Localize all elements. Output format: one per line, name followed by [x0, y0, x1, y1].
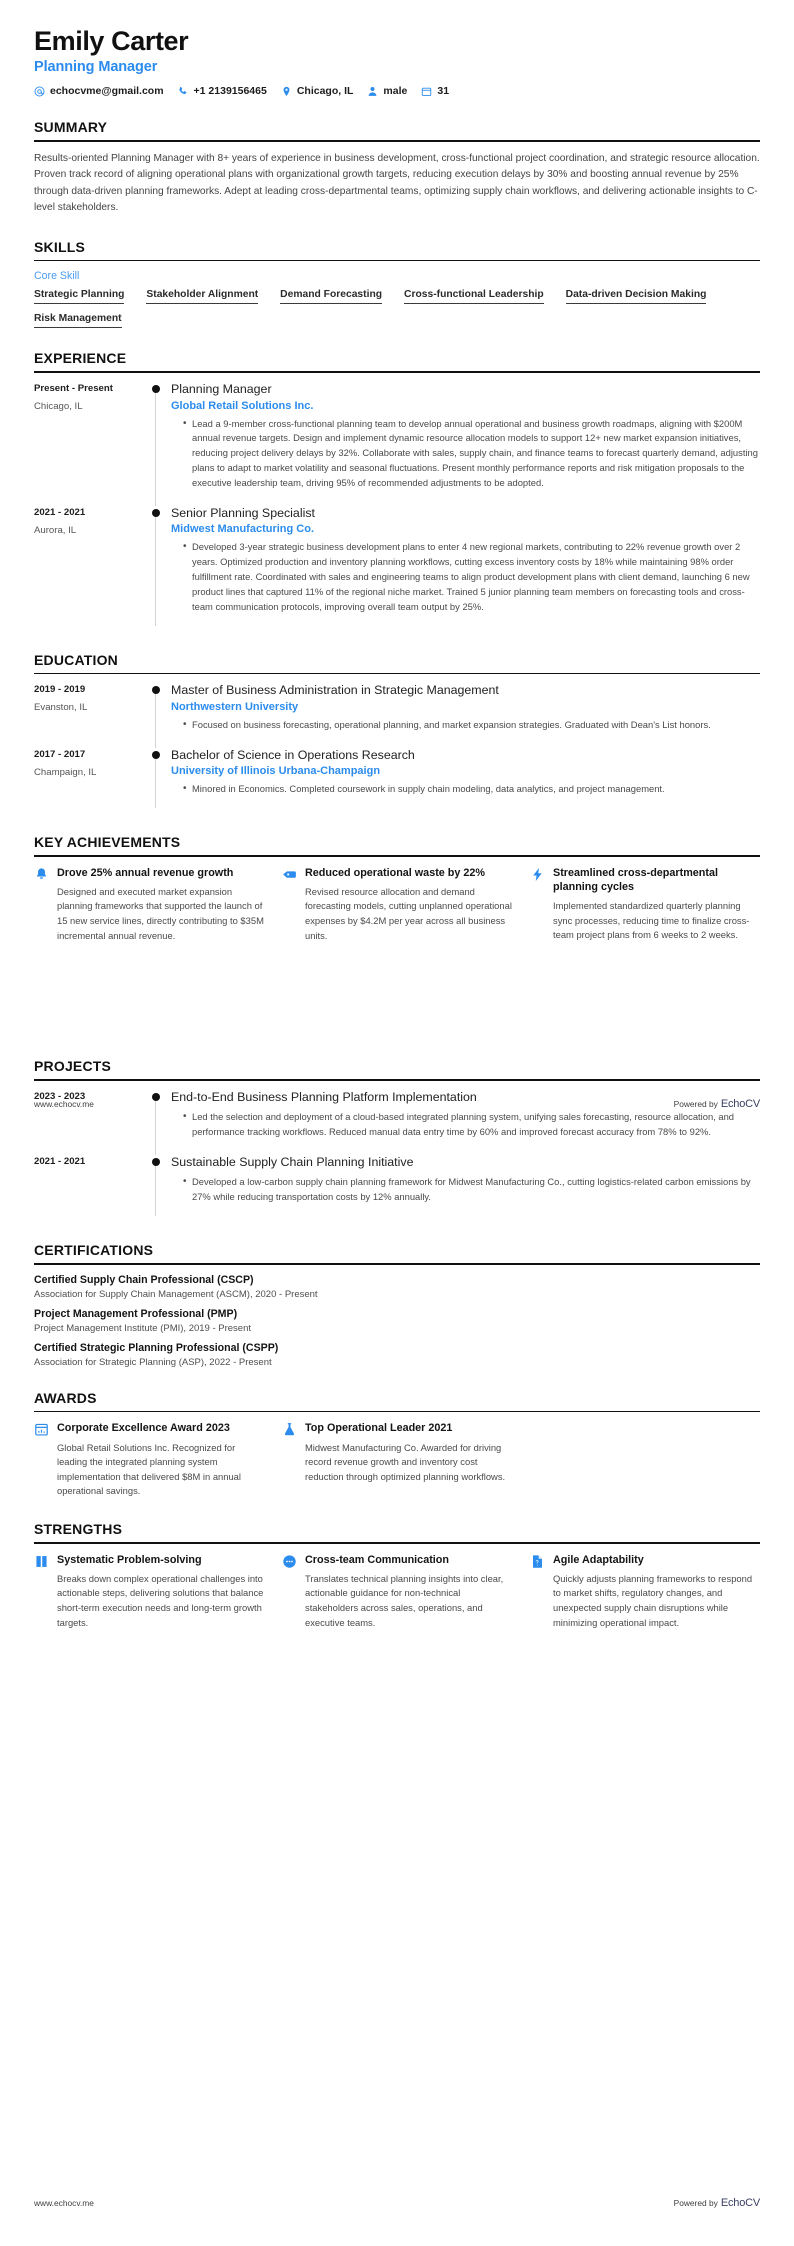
- timeline-rail: [149, 382, 171, 506]
- candidate-job-title: Planning Manager: [34, 59, 158, 76]
- section-title-awards: AWARDS: [34, 1389, 97, 1406]
- achievement-title: Streamlined cross-departmental planning cycles: [553, 866, 719, 893]
- summary-text: Results-oriented Planning Manager with 8+ years of experience in business development, cross-functional project coordination, and strategic resource allocation. Proven track record of aligning operational plans with organizational growth targets, reducing execution delays by 30% and boosting annual revenue by 25% through data-driven planning frameworks. Adept at leading cross-departmental teams, optimizing supply chain workflows, and delivering actionable insights to C-level stakeholders.: [34, 152, 760, 214]
- certification-name: Project Management Professional (PMP): [34, 1307, 238, 1320]
- entry-body: [171, 506, 760, 630]
- timeline-dot-icon: [152, 686, 160, 694]
- contact-phone-value: +1 2139156465: [193, 85, 267, 98]
- section-title-skills: SKILLS: [34, 238, 85, 255]
- entry-date: 2021 - 2021: [34, 1155, 86, 1167]
- entry-body: [171, 683, 760, 747]
- entry-bullets: [171, 718, 760, 733]
- section-title-strengths: STRENGTHS: [34, 1520, 123, 1537]
- page-footer: [34, 2197, 760, 2209]
- achievement-card: [282, 866, 512, 944]
- section-divider: [34, 1263, 760, 1265]
- contact-location: [281, 85, 354, 97]
- certification-item: [34, 1308, 760, 1334]
- strength-text: [57, 1553, 264, 1631]
- strength-description: Translates technical planning insights into clear, actionable guidance for non-technical stakeholders across sales, operations, and executive teams.: [305, 1572, 504, 1628]
- section-projects: [34, 1058, 760, 1220]
- entry-meta: [34, 1155, 149, 1220]
- section-title-summary: SUMMARY: [34, 119, 108, 136]
- entry-date: 2019 - 2019: [34, 684, 86, 696]
- certification-item: [34, 1274, 760, 1300]
- section-education: [34, 652, 760, 812]
- achievement-title: Reduced operational waste by 22%: [305, 866, 486, 879]
- timeline-rail: [149, 748, 171, 812]
- strength-text: [305, 1553, 512, 1631]
- strength-description: Breaks down complex operational challenges into actionable steps, delivering solutions that balance short-term execution needs and long-term growth targets.: [57, 1572, 264, 1628]
- entry-body: [171, 1155, 760, 1220]
- entry-location: Champaign, IL: [34, 766, 97, 778]
- resume-header: [34, 0, 760, 97]
- entry-bullets: [171, 417, 760, 491]
- award-text: [305, 1421, 512, 1484]
- entry-body: [171, 382, 760, 506]
- entry-degree: Bachelor of Science in Operations Research: [171, 747, 415, 762]
- footer-powered-by: [674, 1098, 760, 1110]
- section-title-projects: PROJECTS: [34, 1058, 112, 1075]
- entry-role: Planning Manager: [171, 382, 272, 397]
- flask-icon: [282, 1422, 297, 1437]
- entry-organization: Midwest Manufacturing Co.: [171, 523, 314, 536]
- document-icon: [530, 1554, 545, 1569]
- entry-meta: [34, 506, 149, 630]
- entry-degree: Master of Business Administration in Strategic Management: [171, 683, 499, 698]
- tag-icon: [282, 867, 297, 882]
- strength-card: [34, 1553, 264, 1631]
- contact-row: [34, 85, 760, 97]
- location-icon: [281, 86, 292, 97]
- timeline-dot-icon: [152, 751, 160, 759]
- entry-meta: [34, 748, 149, 812]
- section-title-key-achievements: KEY ACHIEVEMENTS: [34, 833, 181, 850]
- awards-grid-filler: [530, 1421, 760, 1499]
- entry-date: 2017 - 2017: [34, 748, 86, 760]
- skill-item: Demand Forecasting: [280, 289, 382, 304]
- entry-bullets: [171, 782, 760, 797]
- section-divider: [34, 371, 760, 373]
- skill-item: Stakeholder Alignment: [146, 289, 258, 304]
- timeline-dot-icon: [152, 509, 160, 517]
- strength-title: Cross-team Communication: [305, 1553, 449, 1566]
- education-entry: [34, 748, 760, 812]
- award-card: [282, 1421, 512, 1499]
- skill-item: Strategic Planning: [34, 289, 124, 304]
- contact-age-value: 31: [437, 85, 450, 98]
- award-title: Top Operational Leader 2021: [305, 1422, 453, 1435]
- entry-date: 2021 - 2021: [34, 506, 86, 518]
- entry-bullet: • Lead a 9-member cross-functional planning team to develop annual operational and business growth roadmaps, aligning with $200M annual revenue targets. Design and implement dynamic resource allocation models to support 12+ new market expansion initiatives, reducing project delivery delays by 32%. Collaborate with sales, supply chain, and finance teams to forecast quarterly demand, adjusting plans to adapt to market volatility and seasonal fluctuations. Present monthly performance reports and risk mitigation proposals to the executive leadership team, driving 95% of recommended adjustments to be adopted.: [183, 417, 760, 491]
- entry-organization: Global Retail Solutions Inc.: [171, 399, 314, 412]
- footer-powered-label: Powered by: [673, 2198, 718, 2208]
- achievement-text: [305, 866, 512, 944]
- strength-text: [553, 1553, 760, 1631]
- achievement-description: Implemented standardized quarterly planning sync processes, reducing time to finalize cross-team project plans from 6 weeks to 2 weeks.: [553, 900, 750, 941]
- contact-email-value: echocvme@gmail.com: [50, 85, 164, 98]
- footer-url[interactable]: www.echocv.me: [34, 1099, 94, 1109]
- certification-meta: Project Management Institute (PMI), 2019 - Present: [34, 1322, 252, 1334]
- entry-body: [171, 748, 760, 812]
- page-break-spacer: [34, 943, 760, 1058]
- book-icon: [34, 1554, 49, 1569]
- email-icon: [34, 86, 45, 97]
- award-description: Global Retail Solutions Inc. Recognized for leading the integrated planning system implementation that delivered $8M in annual operational savings.: [57, 1441, 241, 1497]
- achievement-title: Drove 25% annual revenue growth: [57, 866, 234, 879]
- entry-meta: [34, 683, 149, 747]
- section-divider: [34, 140, 760, 142]
- experience-entry: [34, 382, 760, 506]
- entry-location: Aurora, IL: [34, 524, 77, 536]
- section-awards: [34, 1390, 760, 1499]
- certification-name: Certified Supply Chain Professional (CSCP): [34, 1273, 254, 1286]
- project-title: End-to-End Business Planning Platform Implementation: [171, 1089, 477, 1104]
- achievements-grid: [34, 866, 760, 944]
- footer-powered-label: Powered by: [673, 1099, 718, 1109]
- section-summary: [34, 119, 760, 217]
- entry-meta: [34, 382, 149, 506]
- contact-gender: [367, 85, 407, 97]
- entry-bullets: [171, 1110, 760, 1140]
- entry-bullets: [171, 540, 760, 614]
- calendar-icon: [421, 86, 432, 97]
- timeline-rail: [149, 683, 171, 747]
- footer-brand: EchoCV: [720, 1098, 760, 1110]
- chat-dots-icon: [282, 1554, 297, 1569]
- candidate-name: Emily Carter: [34, 26, 189, 56]
- certification-item: [34, 1342, 760, 1368]
- experience-entry: [34, 506, 760, 630]
- timeline-rail: [149, 506, 171, 630]
- section-divider: [34, 260, 760, 262]
- section-title-education: EDUCATION: [34, 651, 118, 668]
- award-card: [34, 1421, 264, 1499]
- section-divider: [34, 855, 760, 857]
- gender-icon: [367, 86, 378, 97]
- entry-location: Chicago, IL: [34, 401, 83, 413]
- achievement-description: Revised resource allocation and demand forecasting models, cutting unplanned operational expenses by $4.2M per year across all business units.: [305, 885, 512, 941]
- certification-meta: Association for Strategic Planning (ASP), 2022 - Present: [34, 1356, 272, 1368]
- skills-list: [34, 289, 760, 328]
- achievement-text: [57, 866, 264, 944]
- award-description: Midwest Manufacturing Co. Awarded for driving record revenue growth and inventory cost reduction through optimized planning workflows.: [305, 1441, 506, 1482]
- project-title: Sustainable Supply Chain Planning Initiative: [171, 1154, 414, 1169]
- timeline-rail: [149, 1155, 171, 1220]
- footer-brand: EchoCV: [720, 2197, 760, 2209]
- achievement-card: [34, 866, 264, 944]
- timeline-dot-icon: [152, 1158, 160, 1166]
- section-strengths: [34, 1521, 760, 1630]
- strength-title: Systematic Problem-solving: [57, 1553, 202, 1566]
- section-title-certifications: CERTIFICATIONS: [34, 1242, 154, 1259]
- entry-bullet: • Minored in Economics. Completed coursework in supply chain modeling, data analytics, and project management.: [183, 782, 760, 797]
- footer-powered-by: [674, 2197, 760, 2209]
- strengths-grid: [34, 1553, 760, 1631]
- entry-institution: Northwestern University: [171, 700, 299, 713]
- certification-name: Certified Strategic Planning Professional (CSPP): [34, 1341, 279, 1354]
- entry-institution: University of Illinois Urbana-Champaign: [171, 765, 381, 778]
- skills-group-label: Core Skill: [34, 270, 80, 283]
- skill-item: Cross-functional Leadership: [404, 289, 544, 304]
- contact-age: [421, 85, 449, 97]
- section-skills: [34, 239, 760, 329]
- entry-role: Senior Planning Specialist: [171, 505, 315, 520]
- skill-item: Risk Management: [34, 313, 122, 328]
- bottom-padding: [34, 1630, 760, 1656]
- phone-icon: [178, 86, 189, 97]
- entry-date: Present - Present: [34, 383, 113, 395]
- award-text: [57, 1421, 264, 1499]
- award-title: Corporate Excellence Award 2023: [57, 1422, 230, 1435]
- contact-gender-value: male: [383, 85, 408, 98]
- section-divider: [34, 1079, 760, 1081]
- achievement-text: [553, 866, 760, 943]
- skill-item: Data-driven Decision Making: [566, 289, 707, 304]
- footer-url[interactable]: www.echocv.me: [34, 2198, 94, 2208]
- entry-location: Evanston, IL: [34, 702, 88, 714]
- entry-bullet: • Developed 3-year strategic business development plans to enter 4 new regional markets, contributing to 22% revenue growth over 2 years. Optimized production and inventory planning workflows, cutting excess inventory costs by 18% while maintaining 98% order fulfillment rate. Coordinated with sales and engineering teams to align product development plans with client demand, launching 6 new product lines that captured 11% of the regional niche market. Trained 5 junior planning team members on forecasting tools and cross-team communication protocols, improving overall team output by 25%.: [183, 540, 760, 614]
- contact-email[interactable]: [34, 85, 164, 97]
- education-entry: [34, 683, 760, 747]
- section-key-achievements: [34, 834, 760, 943]
- strength-title: Agile Adaptability: [553, 1553, 644, 1566]
- entry-date: 2023 - 2023: [34, 1090, 86, 1102]
- strength-card: [530, 1553, 760, 1631]
- timeline-dot-icon: [152, 385, 160, 393]
- section-experience: [34, 350, 760, 629]
- achievement-description: Designed and executed market expansion planning frameworks that supported the launch of 15 new service lines, directly contributing to $35M incremental annual revenue.: [57, 885, 264, 941]
- entry-bullets: [171, 1175, 760, 1205]
- achievement-card: [530, 866, 760, 944]
- entry-bullet: • Focused on business forecasting, operational planning, and market expansion strategies. Graduated with Dean's List honors.: [183, 718, 760, 733]
- strength-card: [282, 1553, 512, 1631]
- page-footer: [34, 1098, 760, 1110]
- bell-icon: [34, 867, 49, 882]
- certification-meta: Association for Supply Chain Management (ASCM), 2020 - Present: [34, 1288, 318, 1300]
- contact-location-value: Chicago, IL: [296, 85, 354, 98]
- entry-bullet: • Led the selection and deployment of a cloud-based integrated planning system, unifying sales forecasting, resource allocation, and performance tracking workflows. Reduced manual data entry time by 60% and improved forecast accuracy from 78% to 92%.: [183, 1110, 760, 1140]
- section-divider: [34, 673, 760, 675]
- project-entry: [34, 1155, 760, 1220]
- lightning-icon: [530, 867, 545, 882]
- section-certifications: [34, 1242, 760, 1368]
- contact-phone[interactable]: [178, 85, 267, 97]
- entry-bullet: • Developed a low-carbon supply chain planning framework for Midwest Manufacturing Co., cutting logistics-related carbon emissions by 27% while reducing transportation costs by 12% annually.: [183, 1175, 760, 1205]
- awards-grid: [34, 1421, 760, 1499]
- section-title-experience: EXPERIENCE: [34, 350, 127, 367]
- section-divider: [34, 1542, 760, 1544]
- strength-description: Quickly adjusts planning frameworks to respond to market shifts, regulatory changes, and unexpected supply chain disruptions while minimizing operational impact.: [553, 1572, 753, 1628]
- section-divider: [34, 1411, 760, 1413]
- calendar-chart-icon: [34, 1422, 49, 1437]
